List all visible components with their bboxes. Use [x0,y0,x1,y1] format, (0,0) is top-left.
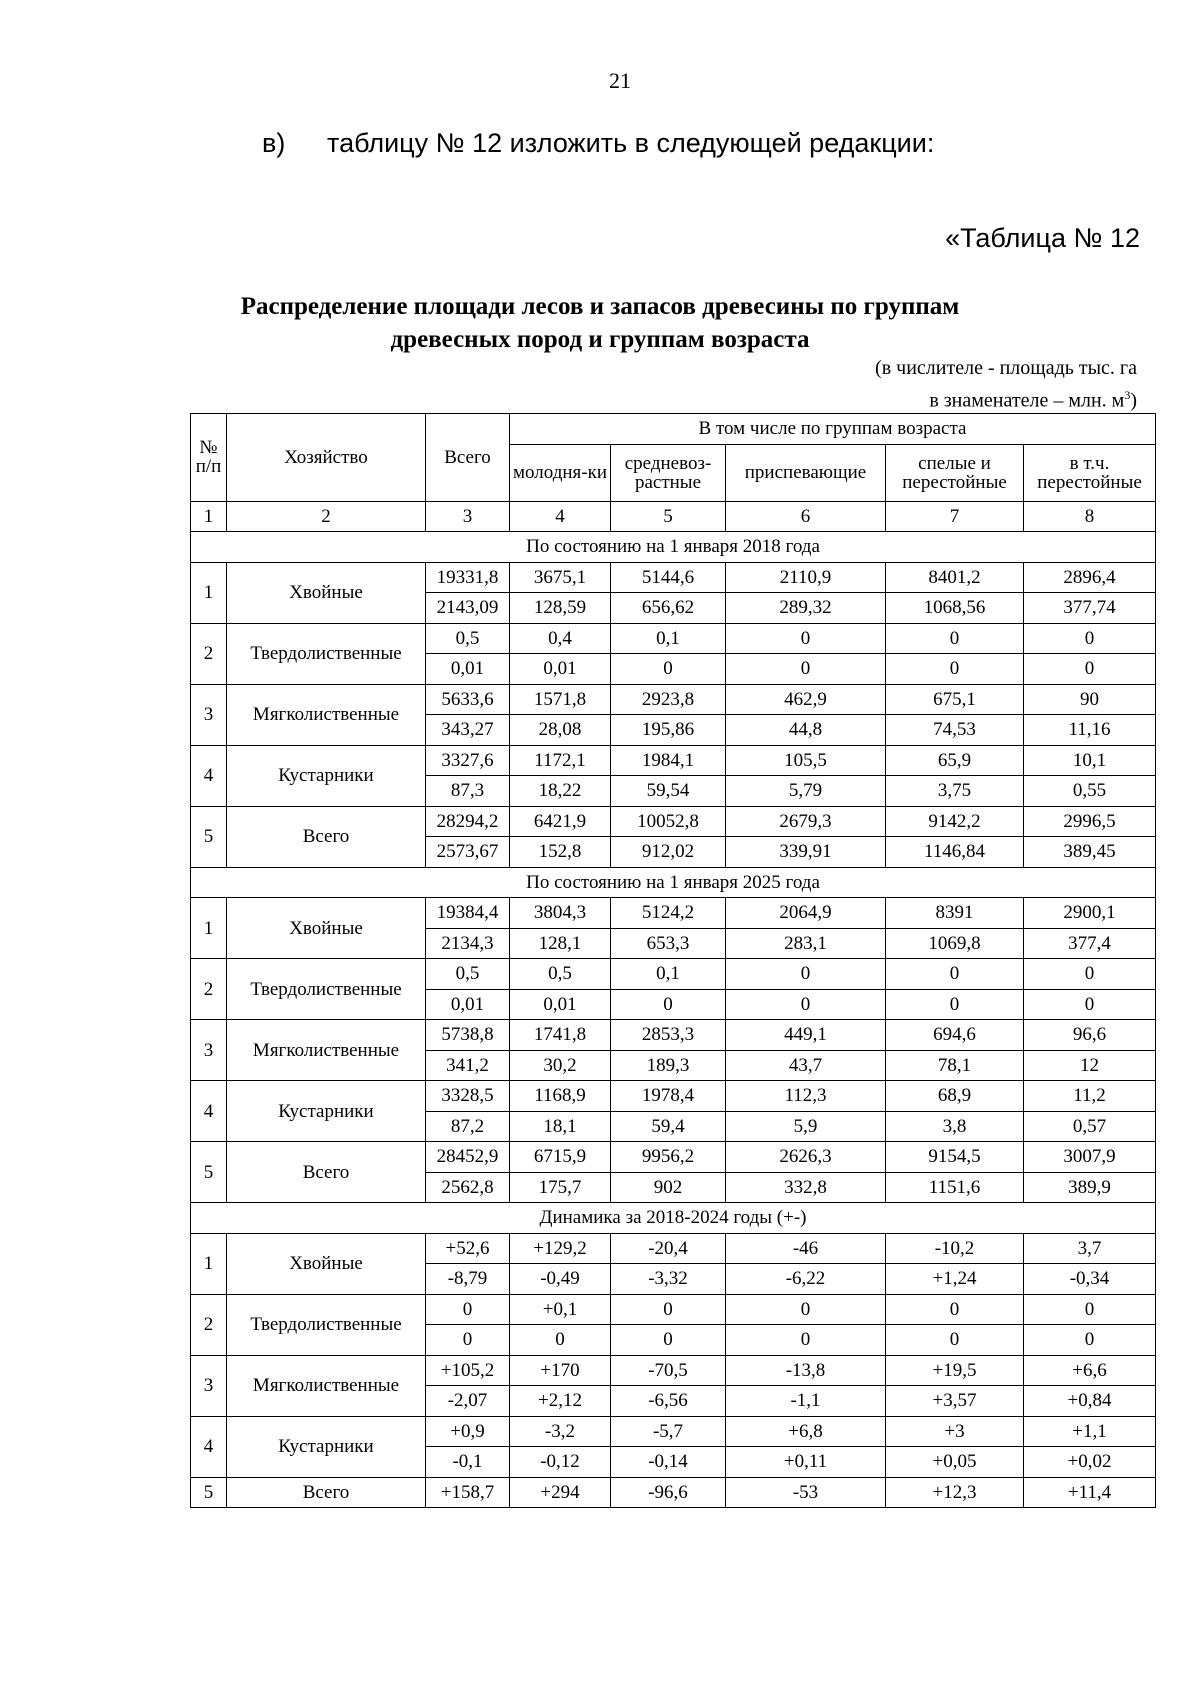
row-number: 2 [191,1294,227,1355]
volume-cell: 0,57 [1024,1111,1156,1142]
volume-cell: +0,11 [726,1447,886,1478]
volume-cell: 656,62 [611,593,726,624]
volume-cell: 44,8 [726,715,886,746]
row-number: 1 [191,1233,227,1294]
area-cell: 2923,8 [611,684,726,715]
volume-cell: 0 [1024,989,1156,1020]
table-row [191,1416,1156,1447]
volume-cell: 128,1 [510,928,611,959]
row-farm-name: Твердолиственные [227,623,426,684]
header-age-group: В том числе по группам возраста [510,414,1156,445]
table-row [191,562,1156,593]
volume-cell: -8,79 [426,1264,510,1295]
volume-cell: -3,32 [611,1264,726,1295]
table-row [191,1477,1156,1508]
volume-cell: 0,01 [426,989,510,1020]
area-cell: 9142,2 [886,806,1024,837]
row-farm-name: Мягколиственные [227,1355,426,1416]
section-row [191,532,1156,563]
table-caption: «Таблица № 12 [945,223,1140,253]
table-row [191,1020,1156,1051]
table-row [191,898,1156,929]
volume-cell: 175,7 [510,1172,611,1203]
volume-cell: 0 [611,989,726,1020]
area-cell: -10,2 [886,1233,1024,1264]
volume-cell: 0 [510,1325,611,1356]
volume-cell: -2,07 [426,1386,510,1417]
page-number: 21 [609,68,631,93]
header-farm: Хозяйство [227,414,426,502]
units-sup: 3 [1124,388,1131,402]
volume-cell: 332,8 [726,1172,886,1203]
area-cell: 1571,8 [510,684,611,715]
area-cell: 694,6 [886,1020,1024,1051]
column-number: 6 [726,501,886,532]
area-cell: 68,9 [886,1081,1024,1112]
volume-cell: 343,27 [426,715,510,746]
area-cell: 2626,3 [726,1142,886,1173]
area-cell: +1,1 [1024,1416,1156,1447]
column-number-row [191,501,1156,532]
volume-cell: 3,75 [886,776,1024,807]
area-cell: 28294,2 [426,806,510,837]
table-row [191,806,1156,837]
area-cell: 0,4 [510,623,611,654]
volume-cell: 3,8 [886,1111,1024,1142]
volume-cell: 1068,56 [886,593,1024,624]
area-cell: 0 [886,1294,1024,1325]
area-cell: +105,2 [426,1355,510,1386]
area-cell: +52,6 [426,1233,510,1264]
volume-cell: 339,91 [726,837,886,868]
volume-cell: 0,55 [1024,776,1156,807]
row-farm-name: Всего [227,1477,426,1508]
row-number: 5 [191,806,227,867]
header-total: Всего [426,414,510,502]
volume-cell: 59,4 [611,1111,726,1142]
table-row [191,623,1156,654]
table-row [191,1233,1156,1264]
area-cell: 0,5 [426,959,510,990]
volume-cell: 0 [426,1325,510,1356]
area-cell: 0 [886,959,1024,990]
section-row [191,1203,1156,1234]
header-mature: спелые и перестойные [886,444,1024,501]
table-body [191,501,1156,1508]
area-cell: 96,6 [1024,1020,1156,1051]
volume-cell: +1,24 [886,1264,1024,1295]
row-farm-name: Твердолиственные [227,959,426,1020]
area-cell: 2679,3 [726,806,886,837]
volume-cell: 289,32 [726,593,886,624]
area-cell: +3 [886,1416,1024,1447]
column-number: 3 [426,501,510,532]
area-cell: -5,7 [611,1416,726,1447]
volume-cell: 0,01 [510,989,611,1020]
volume-cell: 2134,3 [426,928,510,959]
volume-cell: +2,12 [510,1386,611,1417]
area-cell: 105,5 [726,745,886,776]
row-number: 2 [191,623,227,684]
area-cell: -96,6 [611,1477,726,1508]
area-cell: -13,8 [726,1355,886,1386]
section-row [191,867,1156,898]
area-cell: -3,2 [510,1416,611,1447]
volume-cell: 377,74 [1024,593,1156,624]
area-cell: +19,5 [886,1355,1024,1386]
area-cell: 0 [426,1294,510,1325]
area-cell: 0 [1024,623,1156,654]
volume-cell: 0 [886,1325,1024,1356]
intro-text: таблицу № 12 изложить в следующей редакции: [327,128,935,158]
row-number: 4 [191,745,227,806]
table-row [191,1294,1156,1325]
area-cell: -46 [726,1233,886,1264]
row-number: 1 [191,562,227,623]
area-cell: 2853,3 [611,1020,726,1051]
units-line1: (в числителе - площадь тыс. га [875,357,1137,379]
volume-cell: -6,22 [726,1264,886,1295]
row-number: 3 [191,1020,227,1081]
area-cell: 675,1 [886,684,1024,715]
area-cell: 1172,1 [510,745,611,776]
area-cell: +6,8 [726,1416,886,1447]
intro-paragraph [262,128,934,159]
volume-cell: 389,45 [1024,837,1156,868]
area-cell: 0,1 [611,959,726,990]
row-farm-name: Хвойные [227,562,426,623]
column-number: 5 [611,501,726,532]
volume-cell: 18,22 [510,776,611,807]
row-farm-name: Мягколиственные [227,684,426,745]
column-number: 7 [886,501,1024,532]
volume-cell: 653,3 [611,928,726,959]
area-cell: 2110,9 [726,562,886,593]
area-cell: 9956,2 [611,1142,726,1173]
row-farm-name: Всего [227,1142,426,1203]
area-cell: 5144,6 [611,562,726,593]
units-line2-text: в знаменателе – млн. м [929,389,1125,412]
volume-cell: +3,57 [886,1386,1024,1417]
table-title [0,290,1200,356]
volume-cell: 5,79 [726,776,886,807]
table-row [191,1142,1156,1173]
area-cell: 5633,6 [426,684,510,715]
volume-cell: 0,01 [426,654,510,685]
volume-cell: -0,49 [510,1264,611,1295]
row-farm-name: Хвойные [227,898,426,959]
volume-cell: 902 [611,1172,726,1203]
units-line2 [875,382,1137,415]
column-number: 1 [191,501,227,532]
area-cell: 0 [886,623,1024,654]
volume-cell: 12 [1024,1050,1156,1081]
table-row [191,959,1156,990]
row-farm-name: Всего [227,806,426,867]
volume-cell: 2573,67 [426,837,510,868]
volume-cell: 1146,84 [886,837,1024,868]
volume-cell: 0 [1024,654,1156,685]
row-farm-name: Твердолиственные [227,1294,426,1355]
area-cell: 11,2 [1024,1081,1156,1112]
volume-cell: 87,3 [426,776,510,807]
volume-cell: -0,14 [611,1447,726,1478]
row-farm-name: Кустарники [227,745,426,806]
volume-cell: -6,56 [611,1386,726,1417]
header-overmature: в т.ч. перестойные [1024,444,1156,501]
volume-cell: 389,9 [1024,1172,1156,1203]
area-cell: 9154,5 [886,1142,1024,1173]
volume-cell: 5,9 [726,1111,886,1142]
area-cell: 1168,9 [510,1081,611,1112]
units-close: ) [1130,389,1137,412]
header-middle: средневоз-растные [611,444,726,501]
area-cell: 0 [726,1294,886,1325]
row-number: 5 [191,1477,227,1508]
intro-letter: в) [262,128,286,158]
area-cell: 6421,9 [510,806,611,837]
row-number: 4 [191,1416,227,1477]
area-cell: +6,6 [1024,1355,1156,1386]
volume-cell: 78,1 [886,1050,1024,1081]
volume-cell: +0,02 [1024,1447,1156,1478]
area-cell: 8401,2 [886,562,1024,593]
volume-cell: 283,1 [726,928,886,959]
volume-cell: 377,4 [1024,928,1156,959]
area-cell: 0,1 [611,623,726,654]
volume-cell: 18,1 [510,1111,611,1142]
area-cell: 19331,8 [426,562,510,593]
volume-cell: 0 [1024,1325,1156,1356]
area-cell: 449,1 [726,1020,886,1051]
volume-cell: 912,02 [611,837,726,868]
area-cell: 3007,9 [1024,1142,1156,1173]
area-cell: 6715,9 [510,1142,611,1173]
area-cell: 0,5 [510,959,611,990]
area-cell: 112,3 [726,1081,886,1112]
header-num: № п/п [191,414,227,502]
area-cell: 3,7 [1024,1233,1156,1264]
area-cell: 3675,1 [510,562,611,593]
area-cell: 2064,9 [726,898,886,929]
volume-cell: 0 [886,654,1024,685]
volume-cell: 341,2 [426,1050,510,1081]
volume-cell: 195,86 [611,715,726,746]
volume-cell: 0 [611,1325,726,1356]
area-cell: 0,5 [426,623,510,654]
area-cell: +294 [510,1477,611,1508]
area-cell: 1978,4 [611,1081,726,1112]
volume-cell: -1,1 [726,1386,886,1417]
volume-cell: 30,2 [510,1050,611,1081]
area-cell: +0,1 [510,1294,611,1325]
volume-cell: 0 [611,654,726,685]
volume-cell: +0,05 [886,1447,1024,1478]
area-cell: 65,9 [886,745,1024,776]
volume-cell: 59,54 [611,776,726,807]
area-cell: -53 [726,1477,886,1508]
area-cell: 2996,5 [1024,806,1156,837]
area-cell: 1984,1 [611,745,726,776]
volume-cell: 0,01 [510,654,611,685]
volume-cell: 28,08 [510,715,611,746]
area-cell: +0,9 [426,1416,510,1447]
volume-cell: 189,3 [611,1050,726,1081]
area-cell: 5124,2 [611,898,726,929]
area-cell: 0 [1024,959,1156,990]
volume-cell: 1069,8 [886,928,1024,959]
volume-cell: 0 [726,1325,886,1356]
area-cell: 3327,6 [426,745,510,776]
volume-cell: 1151,6 [886,1172,1024,1203]
area-cell: 3328,5 [426,1081,510,1112]
row-farm-name: Кустарники [227,1416,426,1477]
header-young: молодня-ки [510,444,611,501]
header-ripening: приспевающие [726,444,886,501]
volume-cell: 87,2 [426,1111,510,1142]
row-number: 3 [191,684,227,745]
volume-cell: 128,59 [510,593,611,624]
area-cell: +158,7 [426,1477,510,1508]
volume-cell: -0,1 [426,1447,510,1478]
table-title-line1: Распределение площади лесов и запасов древесины по группам [240,293,960,320]
area-cell: 3804,3 [510,898,611,929]
row-number: 2 [191,959,227,1020]
column-number: 2 [227,501,426,532]
row-farm-name: Мягколиственные [227,1020,426,1081]
row-farm-name: Хвойные [227,1233,426,1294]
area-cell: 8391 [886,898,1024,929]
area-cell: +129,2 [510,1233,611,1264]
area-cell: +11,4 [1024,1477,1156,1508]
volume-cell: -0,34 [1024,1264,1156,1295]
section-title: По состоянию на 1 января 2025 года [191,867,1156,898]
row-number: 3 [191,1355,227,1416]
area-cell: 5738,8 [426,1020,510,1051]
units-note [875,355,1137,415]
volume-cell: 74,53 [886,715,1024,746]
table-row [191,1355,1156,1386]
row-number: 1 [191,898,227,959]
table-row [191,745,1156,776]
table-row [191,684,1156,715]
area-cell: +12,3 [886,1477,1024,1508]
area-cell: 10052,8 [611,806,726,837]
area-cell: 2896,4 [1024,562,1156,593]
area-cell: -70,5 [611,1355,726,1386]
area-cell: 90 [1024,684,1156,715]
volume-cell: 0 [886,989,1024,1020]
table-title-line2: древесных пород и группам возраста [390,326,810,353]
area-cell: +170 [510,1355,611,1386]
area-cell: 0 [1024,1294,1156,1325]
area-cell: -20,4 [611,1233,726,1264]
area-cell: 0 [726,959,886,990]
section-title: Динамика за 2018-2024 годы (+-) [191,1203,1156,1234]
area-cell: 28452,9 [426,1142,510,1173]
volume-cell: 152,8 [510,837,611,868]
area-cell: 2900,1 [1024,898,1156,929]
volume-cell: 11,16 [1024,715,1156,746]
area-cell: 19384,4 [426,898,510,929]
volume-cell: 0 [726,654,886,685]
row-farm-name: Кустарники [227,1081,426,1142]
volume-cell: 0 [726,989,886,1020]
forest-distribution-table [190,413,1156,1508]
volume-cell: 2143,09 [426,593,510,624]
table-row [191,1081,1156,1112]
area-cell: 10,1 [1024,745,1156,776]
column-number: 8 [1024,501,1156,532]
volume-cell: +0,84 [1024,1386,1156,1417]
area-cell: 0 [726,623,886,654]
row-number: 5 [191,1142,227,1203]
area-cell: 0 [611,1294,726,1325]
section-title: По состоянию на 1 января 2018 года [191,532,1156,563]
volume-cell: 2562,8 [426,1172,510,1203]
volume-cell: -0,12 [510,1447,611,1478]
row-number: 4 [191,1081,227,1142]
area-cell: 462,9 [726,684,886,715]
column-number: 4 [510,501,611,532]
area-cell: 1741,8 [510,1020,611,1051]
volume-cell: 43,7 [726,1050,886,1081]
